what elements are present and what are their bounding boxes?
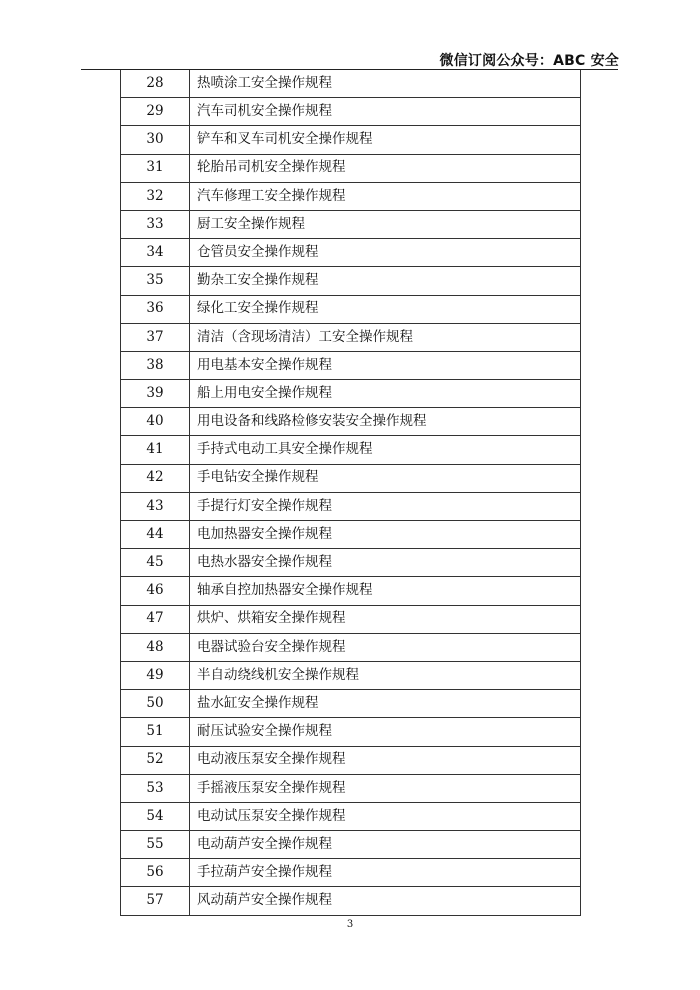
- row-number: 48: [121, 633, 190, 661]
- regulation-title: 汽车司机安全操作规程: [190, 98, 581, 126]
- row-number: 52: [121, 746, 190, 774]
- table-row: [121, 831, 581, 859]
- regulation-title: 手提行灯安全操作规程: [190, 492, 581, 520]
- regulation-title: 手摇液压泵安全操作规程: [190, 774, 581, 802]
- table-row: [121, 859, 581, 887]
- table-row: [121, 887, 581, 915]
- table-row: [121, 323, 581, 351]
- row-number: 47: [121, 605, 190, 633]
- row-number: 40: [121, 408, 190, 436]
- table-row: [121, 154, 581, 182]
- table-row: [121, 380, 581, 408]
- regulation-title: 风动葫芦安全操作规程: [190, 887, 581, 915]
- regulation-title: 清洁（含现场清洁）工安全操作规程: [190, 323, 581, 351]
- row-number: 56: [121, 859, 190, 887]
- row-number: 35: [121, 267, 190, 295]
- row-number: 45: [121, 549, 190, 577]
- row-number: 41: [121, 436, 190, 464]
- row-number: 32: [121, 182, 190, 210]
- regulation-title: 耐压试验安全操作规程: [190, 718, 581, 746]
- row-number: 42: [121, 464, 190, 492]
- table-row: [121, 549, 581, 577]
- regulation-title: 汽车修理工安全操作规程: [190, 182, 581, 210]
- table-row: [121, 464, 581, 492]
- regulation-title: 电器试验台安全操作规程: [190, 633, 581, 661]
- regulation-title: 船上用电安全操作规程: [190, 380, 581, 408]
- regulation-title: 电动葫芦安全操作规程: [190, 831, 581, 859]
- regulation-title: 用电设备和线路检修安装安全操作规程: [190, 408, 581, 436]
- row-number: 50: [121, 690, 190, 718]
- regulation-title: 手持式电动工具安全操作规程: [190, 436, 581, 464]
- table-row: [121, 661, 581, 689]
- table-row: [121, 239, 581, 267]
- table-row: [121, 690, 581, 718]
- table-row: [121, 408, 581, 436]
- regulation-title: 热喷涂工安全操作规程: [190, 70, 581, 98]
- regulation-title: 勤杂工安全操作规程: [190, 267, 581, 295]
- table-row: [121, 267, 581, 295]
- table-row: [121, 351, 581, 379]
- table-row: [121, 774, 581, 802]
- row-number: 37: [121, 323, 190, 351]
- table-row: [121, 98, 581, 126]
- table-row: [121, 746, 581, 774]
- row-number: 55: [121, 831, 190, 859]
- row-number: 44: [121, 521, 190, 549]
- table-row: [121, 126, 581, 154]
- regulation-title: 铲车和叉车司机安全操作规程: [190, 126, 581, 154]
- row-number: 38: [121, 351, 190, 379]
- table-row: [121, 492, 581, 520]
- row-number: 28: [121, 70, 190, 98]
- row-number: 46: [121, 577, 190, 605]
- row-number: 31: [121, 154, 190, 182]
- row-number: 30: [121, 126, 190, 154]
- table-row: [121, 70, 581, 98]
- regulation-title: 手电钻安全操作规程: [190, 464, 581, 492]
- regulation-title: 用电基本安全操作规程: [190, 351, 581, 379]
- row-number: 43: [121, 492, 190, 520]
- regulation-title: 烘炉、烘箱安全操作规程: [190, 605, 581, 633]
- regulation-title: 盐水缸安全操作规程: [190, 690, 581, 718]
- regulations-table: [120, 70, 581, 916]
- regulation-title: 仓管员安全操作规程: [190, 239, 581, 267]
- row-number: 36: [121, 295, 190, 323]
- regulations-table-body: [121, 70, 581, 915]
- page-number: 3: [346, 919, 354, 930]
- row-number: 29: [121, 98, 190, 126]
- regulation-title: 电动试压泵安全操作规程: [190, 802, 581, 830]
- regulation-title: 厨工安全操作规程: [190, 210, 581, 238]
- row-number: 34: [121, 239, 190, 267]
- table-row: [121, 605, 581, 633]
- row-number: 57: [121, 887, 190, 915]
- regulation-title: 电热水器安全操作规程: [190, 549, 581, 577]
- table-row: [121, 295, 581, 323]
- table-row: [121, 633, 581, 661]
- row-number: 49: [121, 661, 190, 689]
- table-row: [121, 577, 581, 605]
- regulation-title: 手拉葫芦安全操作规程: [190, 859, 581, 887]
- table-row: [121, 210, 581, 238]
- table-row: [121, 718, 581, 746]
- regulation-title: 电加热器安全操作规程: [190, 521, 581, 549]
- row-number: 39: [121, 380, 190, 408]
- regulation-title: 轴承自控加热器安全操作规程: [190, 577, 581, 605]
- regulation-title: 半自动绕线机安全操作规程: [190, 661, 581, 689]
- row-number: 53: [121, 774, 190, 802]
- table-row: [121, 182, 581, 210]
- table-row: [121, 802, 581, 830]
- table-row: [121, 521, 581, 549]
- table-row: [121, 436, 581, 464]
- regulation-title: 电动液压泵安全操作规程: [190, 746, 581, 774]
- regulation-title: 绿化工安全操作规程: [190, 295, 581, 323]
- row-number: 54: [121, 802, 190, 830]
- page-header: 微信订阅公众号：ABC 安全: [439, 53, 619, 69]
- row-number: 51: [121, 718, 190, 746]
- regulation-title: 轮胎吊司机安全操作规程: [190, 154, 581, 182]
- row-number: 33: [121, 210, 190, 238]
